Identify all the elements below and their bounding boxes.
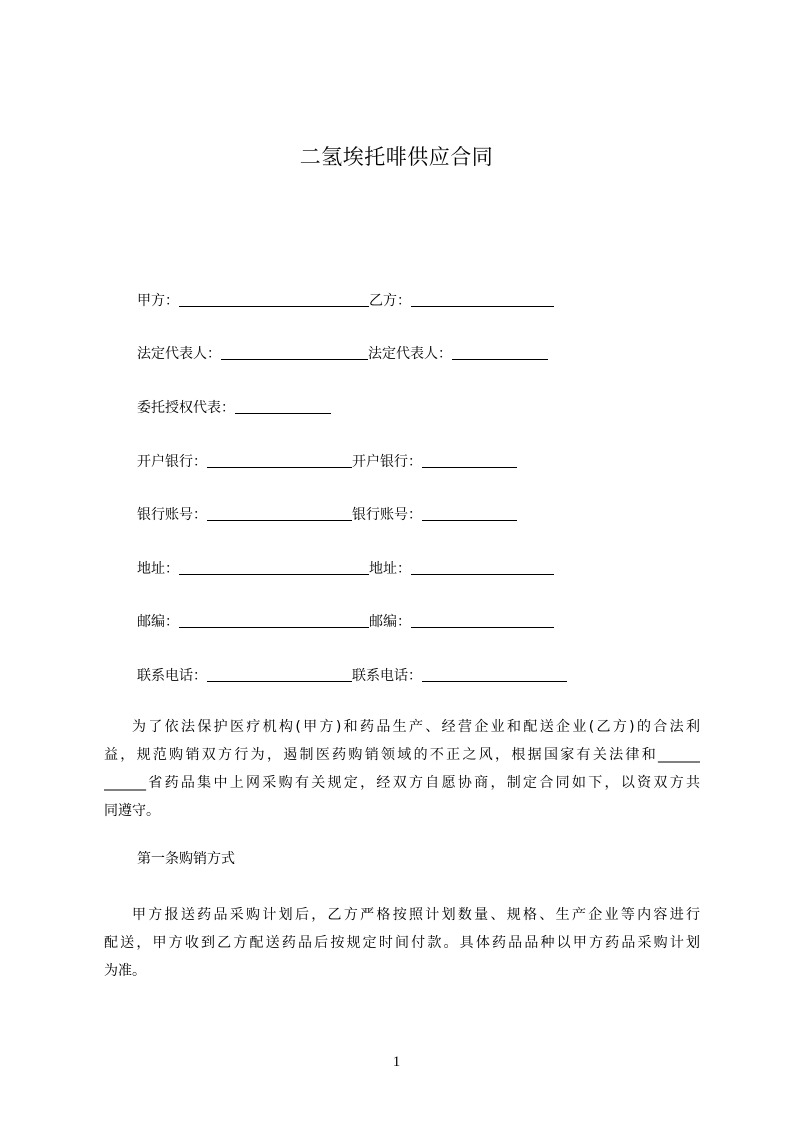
postcode-a-blank [179, 611, 369, 628]
address-a-label: 地址： [137, 561, 179, 577]
legal-rep-row [137, 343, 548, 365]
preamble-line: 益，规范购销双方行为，遏制医药购销领域的不正之风，根据国家有关法律和______ [104, 747, 700, 763]
legal-rep-b-label: 法定代表人： [368, 346, 452, 362]
party-a-label: 甲方： [137, 293, 179, 309]
phone-a-label: 联系电话： [137, 668, 207, 684]
address-a-blank [179, 558, 369, 575]
postcode-b-blank [411, 611, 554, 628]
party-b-blank [411, 290, 554, 307]
address-b-label: 地址： [369, 561, 411, 577]
party-b-label: 乙方： [369, 293, 411, 309]
preamble-line: 同遵守。 [104, 803, 160, 819]
account-a-label: 银行账号： [137, 507, 207, 523]
authorized-rep-label: 委托授权代表： [137, 400, 235, 416]
account-a-blank [207, 504, 352, 521]
account-b-label: 银行账号： [352, 507, 422, 523]
preamble-line: 为了依法保护医疗机构(甲方)和药品生产、经营企业和配送企业(乙方)的合法利 [132, 719, 700, 735]
party-row [137, 290, 554, 312]
article-1-line: 甲方报送药品采购计划后，乙方严格按照计划数量、规格、生产企业等内容进行 [132, 907, 700, 923]
postcode-b-label: 邮编： [369, 614, 411, 630]
page-number: 1 [392, 1054, 401, 1070]
legal-rep-b-blank [452, 343, 548, 360]
account-row [137, 504, 517, 526]
preamble-paragraph [104, 713, 700, 825]
article-1-line: 配送，甲方收到乙方配送药品后按规定时间付款。具体药品品种以甲方药品采购计划 [104, 935, 700, 951]
phone-b-blank [422, 665, 567, 682]
phone-b-label: 联系电话： [352, 668, 422, 684]
bank-b-blank [422, 451, 517, 468]
phone-row [137, 665, 567, 687]
address-b-blank [411, 558, 554, 575]
article-1-heading: 第一条购销方式 [137, 851, 235, 867]
authorized-rep-row [137, 397, 331, 419]
bank-row [137, 451, 517, 473]
article-1-line: 为准。 [104, 963, 146, 979]
preamble-line: ______省药品集中上网采购有关规定，经双方自愿协商，制定合同如下，以资双方共 [104, 775, 700, 791]
postcode-row [137, 611, 554, 633]
bank-a-blank [207, 451, 352, 468]
legal-rep-a-blank [221, 343, 368, 360]
postcode-a-label: 邮编： [137, 614, 179, 630]
address-row [137, 558, 554, 580]
phone-a-blank [207, 665, 352, 682]
party-a-blank [179, 290, 369, 307]
bank-b-label: 开户银行： [352, 454, 422, 470]
authorized-rep-blank [235, 397, 331, 414]
article-1-paragraph [104, 901, 700, 985]
legal-rep-a-label: 法定代表人： [137, 346, 221, 362]
account-b-blank [422, 504, 517, 521]
page-title: 二氢埃托啡供应合同 [299, 145, 494, 169]
bank-a-label: 开户银行： [137, 454, 207, 470]
